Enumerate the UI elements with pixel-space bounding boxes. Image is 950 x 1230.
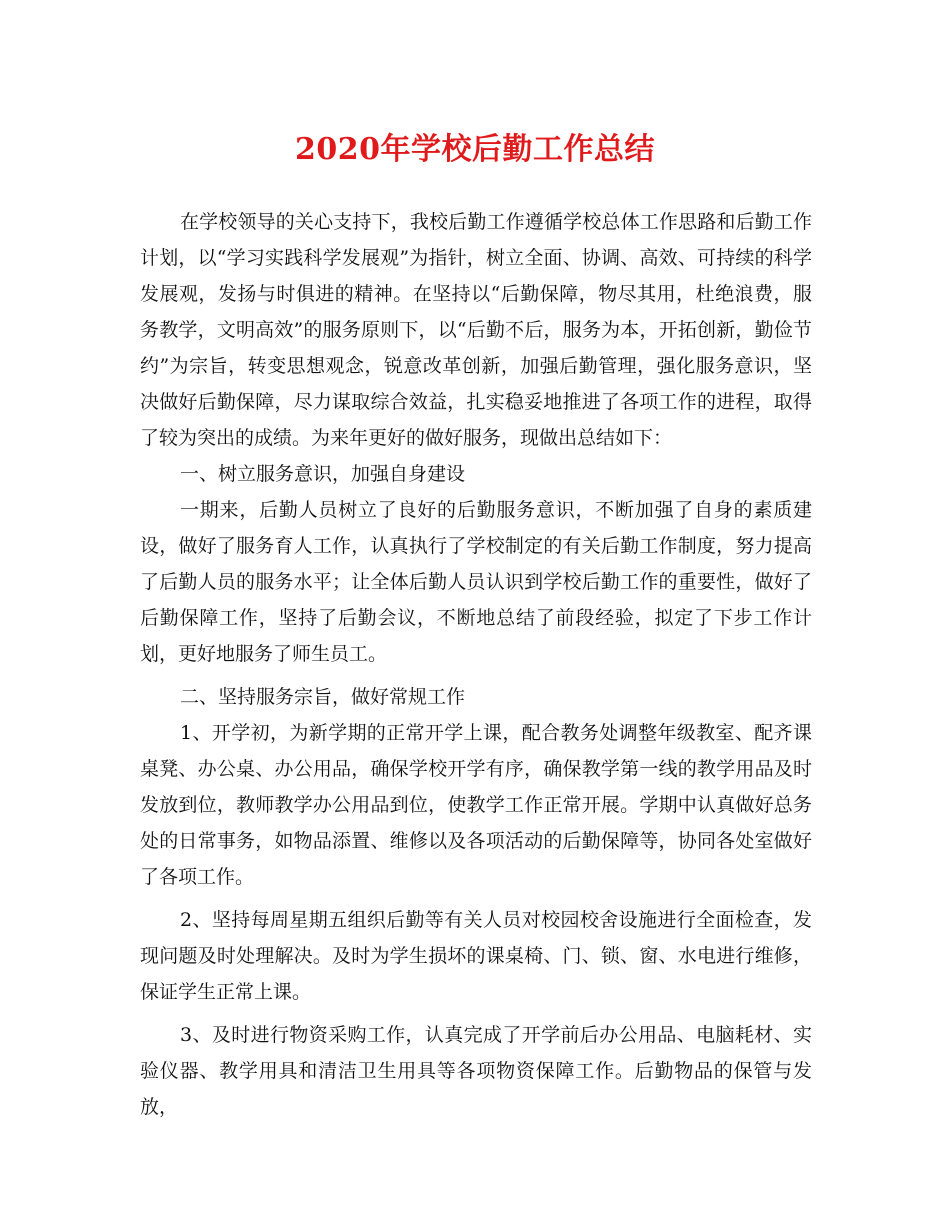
section-heading-2: 二、坚持服务宗旨，做好常规工作 — [180, 686, 466, 708]
paragraph-item-3: 3、及时进行物资采购工作，认真完成了开学前后办公用品、电脑耗材、实验仪器、教学用具和清洁卫生用具等各项物资保障工作。后勤物品的保管与发放， — [140, 1024, 812, 1118]
paragraph-section-1: 一期来，后勤人员树立了良好的后勤服务意识，不断加强了自身的素质建设，做好了服务育人工作，认真执行了学校制定的有关后勤工作制度，努力提高了后勤人员的服务水平；让全体后勤人员认识到学校后勤工作的重要性，做好了后勤保障工作，坚持了后勤会议，不断地总结了前段经验，拟定了下步工作计划，更好地服务了师生员工。 — [140, 499, 812, 665]
paragraph-item-1: 1、开学初，为新学期的正常开学上课，配合教务处调整年级教室、配齐课桌凳、办公桌、办公用品，确保学校开学有序，确保教学第一线的教学用品及时发放到位，教师教学办公用品到位，使教学工作正常开展。学期中认真做好总务处的日常事务，如物品添置、维修以及各项活动的后勤保障等，协同各处室做好了各项工作。 — [140, 722, 812, 888]
document-body — [140, 204, 812, 1125]
paragraph-item-2: 2、坚持每周星期五组织后勤等有关人员对校园校舍设施进行全面检查，发现问题及时处理解决。及时为学生损坏的课桌椅、门、锁、窗、水电进行维修，保证学生正常上课。 — [140, 909, 812, 1003]
document-title: 2020年学校后勤工作总结 — [295, 132, 655, 167]
section-heading-1: 一、树立服务意识，加强自身建设 — [180, 463, 466, 485]
paragraph-intro: 在学校领导的关心支持下，我校后勤工作遵循学校总体工作思路和后勤工作计划，以“学习实践科学发展观”为指针，树立全面、协调、高效、可持续的科学发展观，发扬与时俱进的精神。在坚持以“后勤保障，物尽其用，杜绝浪费，服务教学，文明高效”的服务原则下，以“后勤不后，服务为本，开拓创新，勤俭节约”为宗旨，转变思想观念，锐意改革创新，加强后勤管理，强化服务意识，坚决做好后勤保障，尽力谋取综合效益，扎实稳妥地推进了各项工作的进程，取得了较为突出的成绩。为来年更好的做好服务，现做出总结如下： — [140, 211, 812, 449]
